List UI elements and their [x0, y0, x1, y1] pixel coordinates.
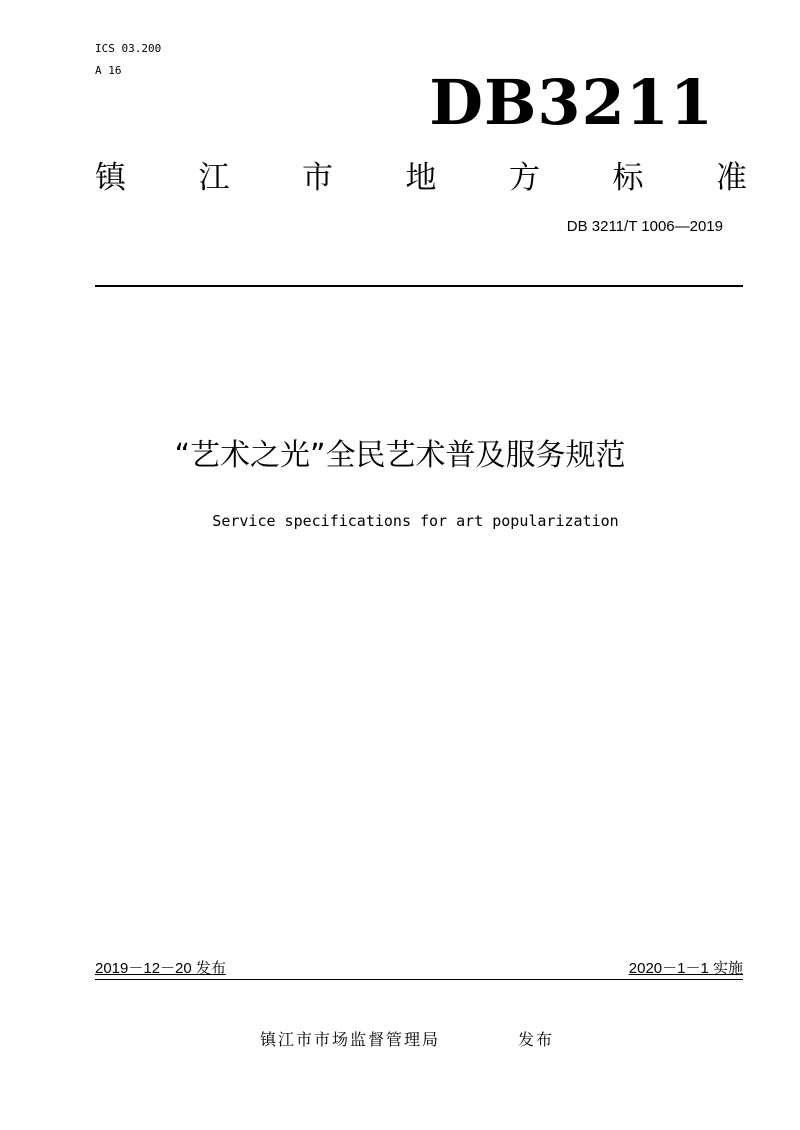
standard-type-char: 标: [612, 160, 644, 196]
bottom-divider: [95, 979, 743, 980]
standard-type-char: 方: [509, 160, 540, 196]
issue-label: 发布: [518, 1030, 555, 1049]
standard-type-char: 市: [302, 160, 333, 196]
issue-date: 2019－12－20 发布: [95, 960, 226, 977]
standard-type-char: 准: [716, 160, 747, 196]
implementation-date: 2020－1－1 实施: [628, 960, 743, 977]
ccs-code: A 16: [95, 64, 122, 77]
document-title-english: Service specifications for art popularization: [212, 512, 619, 530]
ics-code: ICS 03.200: [95, 42, 162, 55]
standard-type-heading: [95, 158, 747, 198]
standard-number: DB 3211/T 1006—2019: [566, 218, 723, 235]
top-divider: [95, 285, 743, 287]
document-title-chinese: “艺术之光”全民艺术普及服务规范: [174, 438, 626, 473]
standard-type-char: 地: [405, 160, 437, 196]
standard-code: DB3211: [429, 66, 714, 139]
standard-type-char: 镇: [95, 160, 126, 196]
standard-type-char: 江: [198, 160, 230, 196]
issuing-authority: 镇江市市场监督管理局: [260, 1030, 441, 1049]
